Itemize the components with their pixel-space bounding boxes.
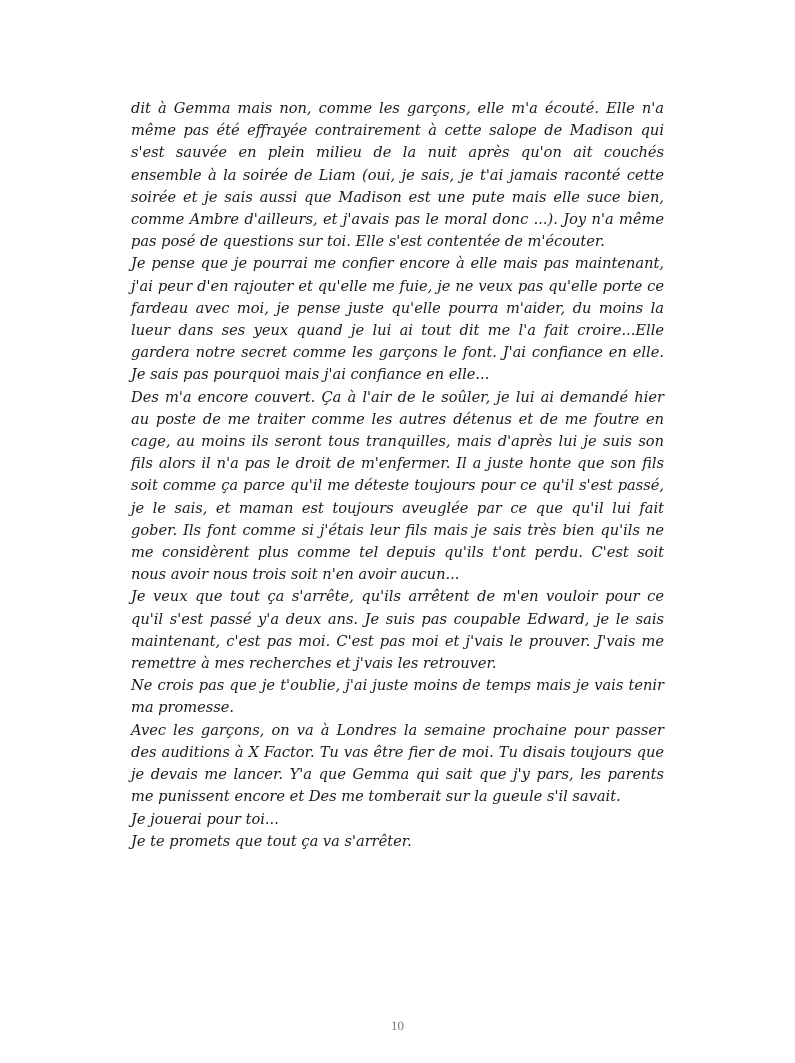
paragraph-3: Des m'a encore couvert. Ça à l'air de le soûler, je lui ai demandé hier au poste de me traiter comme les autres détenus et de me foutre en cage, au moins ils seront tous tranquilles, mais d'après lui je suis son fils alors il n'a pas le droit de m'enfermer. Il a juste honte que son fils soit comme ça parce qu'il me déteste toujours pour ce qu'il s'est passé, je le sais, et maman est toujours aveuglée par ce que qu'il lui fait gober. Ils font comme si j'étais leur fils mais je sais très bien qu'ils ne me considèrent plus comme tel depuis qu'ils t'ont perdu. C'est soit nous avoir nous trois soit n'en avoir aucun... [131, 388, 664, 584]
body-text [131, 98, 664, 853]
paragraph-7: Je jouerai pour toi... [131, 810, 279, 828]
page-number: 10 [391, 1018, 404, 1033]
paragraph-8: Je te promets que tout ça va s'arrêter. [131, 832, 412, 850]
paragraph-6: Avec les garçons, on va à Londres la semaine prochaine pour passer des auditions à X Factor. Tu vas être fier de moi. Tu disais toujours que je devais me lancer. Y'a que Gemma qui sait que j'y pars, les parents me punissent encore et Des me tomberait sur la gueule s'il savait. [131, 721, 664, 806]
paragraph-5: Ne crois pas que je t'oublie, j'ai juste moins de temps mais je vais tenir ma promesse. [131, 677, 664, 717]
paragraph-2: Je pense que je pourrai me confier encore à elle mais pas maintenant, j'ai peur d'en rajouter et qu'elle me fuie, je ne veux pas qu'elle porte ce fardeau avec moi, je pense juste qu'elle pourra m'aider, du moins la lueur dans ses yeux quand je lui ai tout dit me l'a fait croire...Elle gardera notre secret comme les garçons le font. J'ai confiance en elle. Je sais pas pourquoi mais j'ai confiance en elle... [131, 255, 664, 384]
paragraph-1: dit à Gemma mais non, comme les garçons, elle m'a écouté. Elle n'a même pas été effrayée contrairement à cette salope de Madison qui s'est sauvée en plein milieu de la nuit après qu'on ait couchés ensemble à la soirée de Liam (oui, je sais, je t'ai jamais raconté cette soirée et je sais aussi que Madison est une pute mais elle suce bien, comme Ambre d'ailleurs, et j'avais pas le moral donc ...). Joy n'a même pas posé de questions sur toi. Elle s'est contentée de m'écouter. [131, 100, 664, 251]
paragraph-4: Je veux que tout ça s'arrête, qu'ils arrêtent de m'en vouloir pour ce qu'il s'est passé y'a deux ans. Je suis pas coupable Edward, je le sais maintenant, c'est pas moi. C'est pas moi et j'vais le prouver. J'vais me remettre à mes recherches et j'vais les retrouver. [131, 588, 664, 673]
